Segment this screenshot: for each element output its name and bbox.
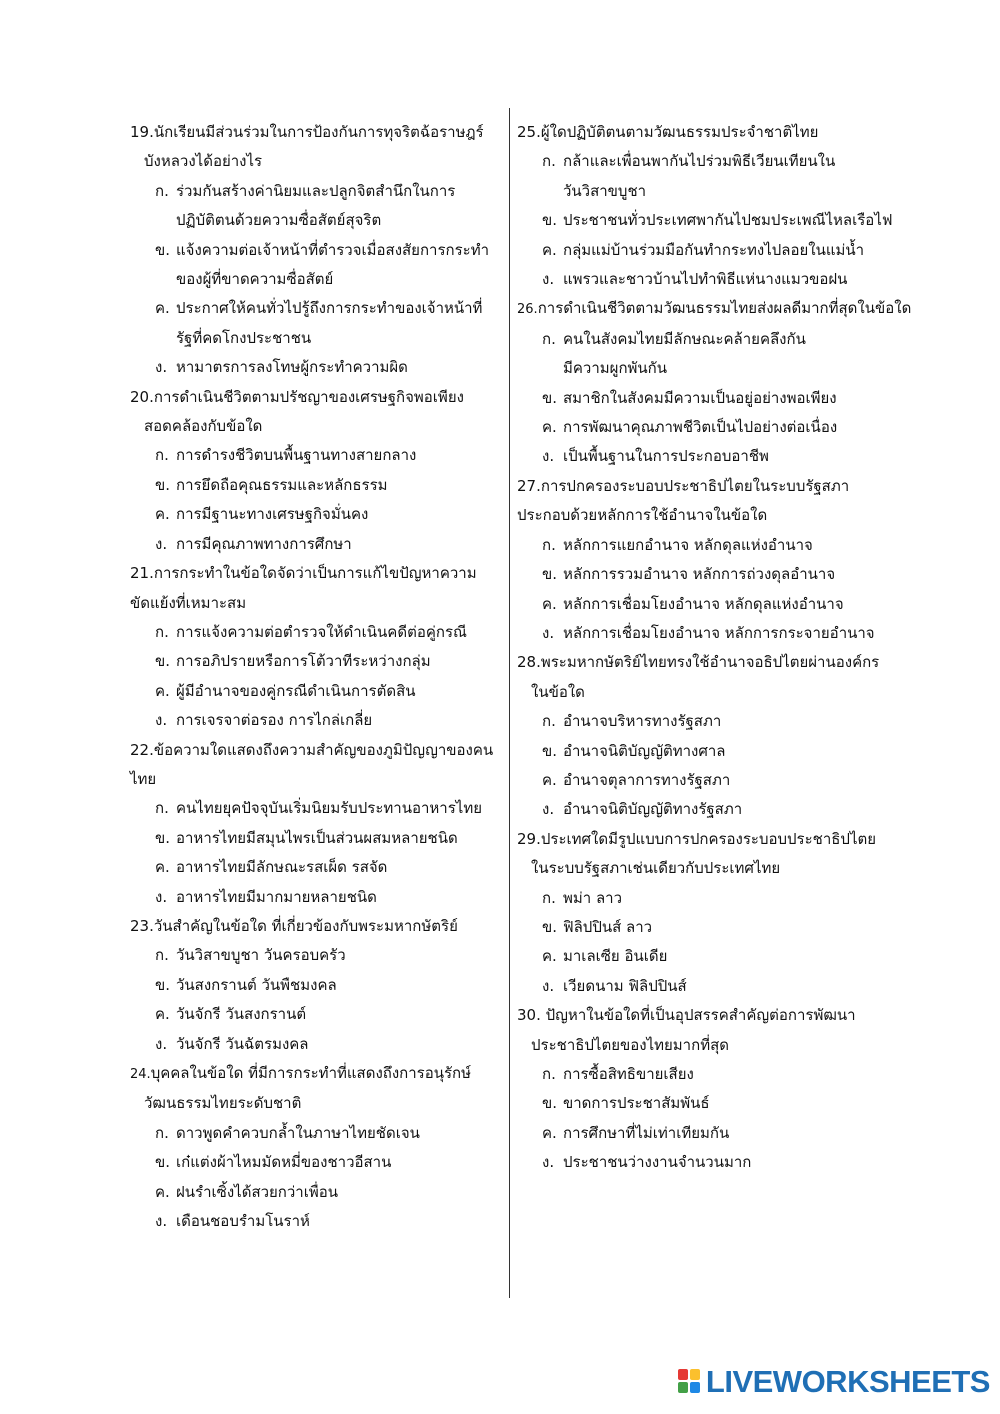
option-text: ขาดการประชาสัมพันธ์ [563, 1094, 710, 1113]
question-text: การดำเนินชีวิตตามวัฒนธรรมไทยส่งผลดีมากที่สุดในข้อใด [537, 299, 912, 318]
question [130, 912, 505, 1059]
option-label: ง. [155, 711, 168, 730]
option-text: อาหารไทยมีลักษณะรสเผ็ด รสจัด [176, 858, 388, 877]
answer-option [130, 794, 505, 823]
answer-option [517, 913, 922, 942]
answer-option [517, 147, 922, 206]
option-label: ง. [542, 447, 555, 466]
question [517, 118, 922, 294]
option-text: พม่า ลาว [563, 888, 623, 907]
option-text: การศึกษาที่ไม่เท่าเทียมกัน [563, 1123, 730, 1142]
option-text: การอภิปรายหรือการโต้วาทีระหว่างกลุ่ม [176, 652, 431, 671]
answer-option [130, 1119, 505, 1148]
option-text: ประชาชนทั่วประเทศพากันไปชมประเพณีไหลเรือไฟ [563, 211, 893, 230]
option-label: ข. [155, 240, 171, 259]
option-text: หลักการแยกอำนาจ หลักดุลแห่งอำนาจ [563, 535, 813, 554]
column-divider [509, 108, 510, 1298]
question-number: 30. [517, 1006, 541, 1025]
answer-option [517, 325, 922, 384]
option-text: อำนาจตุลาการทางรัฐสภา [563, 770, 731, 789]
answer-option [517, 590, 922, 619]
option-text: การแจ้งความต่อตำรวจให้ดำเนินคดีต่อคู่กรณี [176, 622, 467, 641]
question-number: 26. [517, 302, 538, 318]
option-text: คนในสังคมไทยมีลักษณะคล้ายคลึงกัน [563, 329, 806, 348]
option-text: ผู้มีอำนาจของคู่กรณีดำเนินการตัดสิน [176, 681, 416, 700]
answer-option [130, 530, 505, 559]
answer-option [517, 384, 922, 413]
option-text: การพัฒนาคุณภาพชีวิตเป็นไปอย่างต่อเนื่อง [563, 418, 838, 437]
option-text: การซื้อสิทธิขายเสียง [563, 1065, 694, 1083]
option-label: ค. [542, 594, 557, 613]
option-text: ฝนรำเซิ้งได้สวยกว่าเพื่อน [176, 1182, 339, 1201]
question [517, 294, 922, 471]
option-text: อำนาจนิติบัญญัติทางรัฐสภา [563, 800, 743, 819]
option-text: สมาชิกในสังคมมีความเป็นอยู่อย่างพอเพียง [563, 388, 837, 407]
option-label: ค. [155, 505, 170, 524]
question [130, 118, 505, 383]
option-text: อาหารไทยมีสมุนไพรเป็นส่วนผสมหลายชนิด [176, 828, 458, 847]
option-label: ค. [155, 858, 170, 877]
answer-option [517, 265, 922, 294]
question-text-continued: ประกอบด้วยหลักการใช้อำนาจในข้อใด [517, 506, 768, 525]
option-label: ข. [155, 975, 171, 994]
answer-option [130, 177, 505, 236]
option-label: ก. [155, 622, 169, 641]
question-text: การปกครองระบอบประชาธิปไตยในระบบรัฐสภา [540, 476, 850, 495]
option-text: ของผู้ที่ขาดความซื่อสัตย์ [176, 270, 334, 289]
option-text: วันจักรี วันสงกรานต์ [176, 1005, 307, 1024]
option-label: ง. [155, 887, 168, 906]
answer-option [130, 471, 505, 500]
answer-option [130, 677, 505, 706]
answer-option [517, 1060, 922, 1089]
answer-option [130, 1148, 505, 1177]
option-label: ง. [155, 358, 168, 377]
question-number: 24. [130, 1067, 151, 1082]
answer-option [517, 1089, 922, 1118]
question-text: ปัญหาในข้อใดที่เป็นอุปสรรคสำคัญต่อการพัฒนา [540, 1006, 856, 1025]
question-number: 28. [517, 653, 541, 672]
question-number: 27. [517, 476, 541, 495]
option-label: ข. [542, 741, 558, 760]
option-text: การยึดถือคุณธรรมและหลักธรรม [176, 475, 388, 494]
option-text: กล้าและเพื่อนพากันไปร่วมพิธีเวียนเทียนใน [563, 152, 836, 171]
option-text: เป็นพื้นฐานในการประกอบอาชีพ [563, 447, 769, 466]
option-label: ก. [542, 712, 556, 731]
option-label: ข. [155, 475, 171, 494]
option-label: ง. [155, 534, 168, 553]
question-text: ประเทศใดมีรูปแบบการปกครองระบอบประชาธิปไตย [540, 829, 877, 848]
question-number: 21. [130, 564, 154, 583]
option-text: กลุ่มแม่บ้านร่วมมือกันทำกระทงไปลอยในแม่น้ำ [563, 240, 865, 259]
option-label: ง. [542, 623, 555, 642]
answer-option [517, 442, 922, 471]
option-label: ข. [542, 565, 558, 584]
option-label: ค. [542, 418, 557, 437]
answer-option [517, 531, 922, 560]
option-text: ดาวพูดคำควบกล้ำในภาษาไทยชัดเจน [176, 1123, 420, 1142]
option-text: หลักการรวมอำนาจ หลักการถ่วงดุลอำนาจ [563, 565, 836, 584]
option-text: ประชาชนว่างงานจำนวนมาก [563, 1153, 752, 1172]
option-text: รัฐที่คดโกงประชาชน [176, 328, 312, 347]
question-number: 23. [130, 916, 154, 935]
option-label: ง. [155, 1034, 168, 1053]
answer-option [517, 884, 922, 913]
option-label: ข. [542, 211, 558, 230]
option-text: หามาตรการลงโทษผู้กระทำความผิด [176, 358, 408, 377]
option-text: อำนาจบริหารทางรัฐสภา [563, 712, 722, 731]
question [517, 472, 922, 648]
answer-option [130, 353, 505, 382]
answer-option [130, 236, 505, 295]
answer-option [130, 1000, 505, 1029]
question-text-continued: ในระบบรัฐสภาเช่นเดียวกับประเทศไทย [531, 859, 781, 878]
question-text: ผู้ใดปฏิบัติตนตามวัฒนธรรมประจำชาติไทย [540, 123, 819, 141]
question-text-continued: บังหลวงได้อย่างไร [144, 152, 263, 171]
answer-option [130, 618, 505, 647]
option-label: ก. [542, 152, 556, 171]
option-label: ก. [542, 535, 556, 554]
option-text: ร่วมกันสร้างค่านิยมและปลูกจิตสำนึกในการ [176, 181, 456, 200]
answer-option [130, 941, 505, 970]
option-label: ก. [155, 946, 169, 965]
answer-option [517, 972, 922, 1001]
option-label: ข. [542, 388, 558, 407]
option-text: อำนาจนิติบัญญัติทางศาล [563, 741, 726, 760]
option-label: ค. [542, 947, 557, 966]
right-column [517, 118, 922, 1178]
option-text: มาเลเซีย อินเดีย [563, 947, 668, 966]
question [517, 648, 922, 824]
answer-option [130, 1030, 505, 1059]
option-label: ค. [155, 1005, 170, 1024]
question-text: ข้อความใดแสดงถึงความสำคัญของภูมิปัญญาของคน [153, 740, 494, 759]
option-label: ข. [155, 828, 171, 847]
option-label: ค. [155, 681, 170, 700]
answer-option [130, 971, 505, 1000]
question-text-continued: ไทย [130, 769, 157, 788]
answer-option [130, 441, 505, 470]
question [130, 383, 505, 559]
option-label: ก. [542, 329, 556, 348]
question-text-continued: สอดคล้องกับข้อใด [144, 417, 263, 436]
answer-option [130, 1178, 505, 1207]
option-label: ก. [155, 181, 169, 200]
question-number: 29. [517, 829, 541, 848]
question-text: นักเรียนมีส่วนร่วมในการป้องกันการทุจริตฉ้อราษฎร์ [153, 123, 484, 141]
option-label: ค. [542, 1123, 557, 1142]
option-label: ง. [542, 976, 555, 995]
option-text: หลักการเชื่อมโยงอำนาจ หลักการกระจายอำนาจ [563, 623, 875, 642]
answer-option [517, 413, 922, 442]
question-text-continued: วัฒนธรรมไทยระดับชาติ [144, 1094, 302, 1113]
liveworksheets-logo[interactable] [678, 1364, 990, 1400]
option-label: ข. [155, 652, 171, 671]
option-text: มีความผูกพันกัน [563, 359, 668, 378]
option-text: แจ้งความต่อเจ้าหน้าที่ตำรวจเมื่อสงสัยการกระทำ [176, 240, 490, 259]
option-text: วันวิสาขบูชา วันครอบครัว [176, 946, 346, 965]
question-number: 19. [130, 123, 154, 141]
option-label: ก. [542, 1065, 556, 1083]
option-text: คนไทยยุคปัจจุบันเริ่มนิยมรับประทานอาหารไทย [176, 799, 483, 818]
liveworksheets-logo-icon [678, 1369, 702, 1395]
answer-option [130, 883, 505, 912]
answer-option [517, 795, 922, 824]
question-number: 20. [130, 387, 154, 406]
question-number: 22. [130, 740, 154, 759]
answer-option [517, 766, 922, 795]
left-column [130, 118, 505, 1236]
option-text: เก๋แต่งผ้าไหมมัดหมี่ของชาวอีสาน [176, 1153, 392, 1172]
question [517, 825, 922, 1001]
option-label: ข. [542, 917, 558, 936]
answer-option [517, 707, 922, 736]
option-text: อาหารไทยมีมากมายหลายชนิด [176, 887, 377, 906]
answer-option [517, 1148, 922, 1177]
answer-option [130, 824, 505, 853]
answer-option [517, 236, 922, 265]
question [130, 559, 505, 735]
option-text: วันจักรี วันฉัตรมงคล [176, 1034, 309, 1053]
question-number: 25. [517, 123, 541, 141]
answer-option [130, 647, 505, 676]
question-text: วันสำคัญในข้อใด ที่เกี่ยวข้องกับพระมหากษัตริย์ [153, 916, 458, 935]
answer-option [517, 619, 922, 648]
question-text: การกระทำในข้อใดจัดว่าเป็นการแก้ไขปัญหาความ [153, 564, 477, 583]
answer-option [517, 206, 922, 235]
option-text: ฟิลิปปินส์ ลาว [563, 917, 653, 936]
question-text: พระมหากษัตริย์ไทยทรงใช้อำนาจอธิปไตยผ่านองค์กร [540, 653, 880, 672]
option-label: ค. [542, 240, 557, 259]
option-text: การมีคุณภาพทางการศึกษา [176, 534, 352, 553]
question-text-continued: ประชาธิปไตยของไทยมากที่สุด [531, 1035, 729, 1054]
question [130, 1059, 505, 1236]
option-label: ก. [155, 799, 169, 818]
answer-option [517, 942, 922, 971]
option-text: ปฏิบัติตนด้วยความซื่อสัตย์สุจริต [176, 211, 382, 230]
option-label: ง. [155, 1212, 168, 1231]
option-text: วันสงกรานต์ วันพืชมงคล [176, 975, 337, 994]
answer-option [130, 1207, 505, 1236]
option-label: ง. [542, 270, 555, 289]
answer-option [130, 500, 505, 529]
answer-option [517, 737, 922, 766]
option-label: ก. [155, 446, 169, 465]
option-text: หลักการเชื่อมโยงอำนาจ หลักดุลแห่งอำนาจ [563, 594, 844, 613]
option-text: วันวิสาขบูชา [563, 181, 647, 200]
question [130, 736, 505, 912]
option-text: การมีฐานะทางเศรษฐกิจมั่นคง [176, 505, 369, 524]
option-text: แพรวและชาวบ้านไปทำพิธีแห่นางแมวขอฝน [563, 270, 848, 289]
liveworksheets-brand: LIVEWORKSHEETS [705, 1364, 990, 1399]
option-label: ค. [155, 1182, 170, 1201]
option-text: ประกาศให้คนทั่วไปรู้ถึงการกระทำของเจ้าหน้าที่ [176, 299, 483, 318]
answer-option [517, 560, 922, 589]
option-label: ค. [155, 299, 170, 318]
option-label: ง. [542, 1153, 555, 1172]
answer-option [130, 294, 505, 353]
option-text: เวียดนาม ฟิลิปปินส์ [563, 976, 687, 995]
question-text: การดำเนินชีวิตตามปรัชญาของเศรษฐกิจพอเพียง [153, 387, 464, 406]
answer-option [130, 706, 505, 735]
option-text: เดือนชอบรำมโนราห์ [176, 1212, 310, 1231]
question [517, 1001, 922, 1177]
question-text-continued: ในข้อใด [531, 682, 585, 701]
option-text: การเจรจาต่อรอง การไกล่เกลี่ย [176, 711, 373, 730]
question-text-continued: ขัดแย้งที่เหมาะสม [130, 593, 247, 612]
option-label: ข. [542, 1094, 558, 1113]
answer-option [517, 1119, 922, 1148]
option-label: ข. [155, 1153, 171, 1172]
question-text: บุคคลในข้อใด ที่มีการกระทำที่แสดงถึงการอนุรักษ์ [150, 1064, 472, 1082]
option-label: ก. [155, 1123, 169, 1142]
option-label: ก. [542, 888, 556, 907]
option-label: ค. [542, 770, 557, 789]
option-text: การดำรงชีวิตบนพื้นฐานทางสายกลาง [176, 446, 417, 465]
answer-option [130, 853, 505, 882]
option-label: ง. [542, 800, 555, 819]
